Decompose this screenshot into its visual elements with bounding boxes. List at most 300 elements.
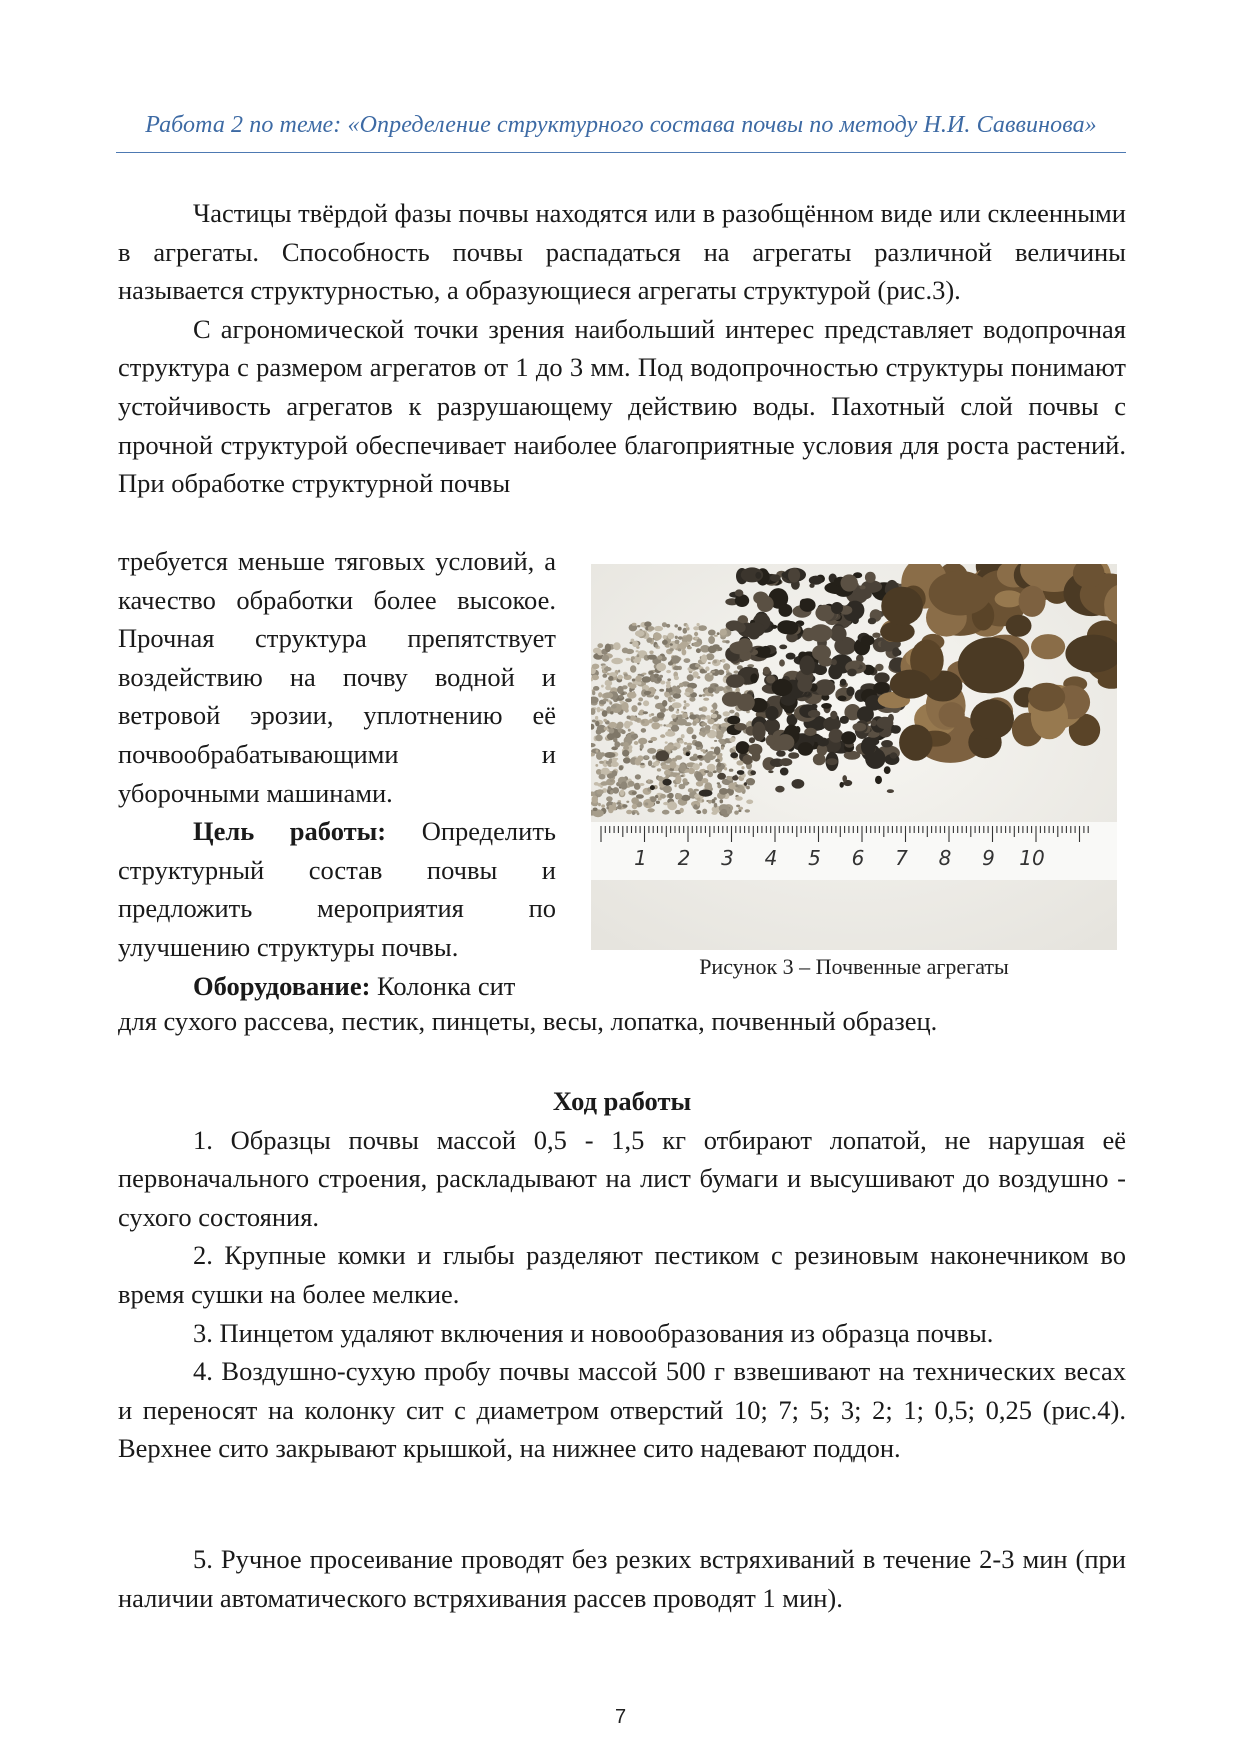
soil-grain — [714, 635, 718, 637]
soil-aggregate — [800, 598, 816, 612]
soil-grain — [597, 707, 601, 713]
soil-grain — [702, 809, 707, 815]
soil-aggregate — [811, 735, 823, 742]
soil-grain — [666, 744, 674, 749]
soil-grain — [711, 799, 715, 804]
soil-crumb — [842, 775, 847, 782]
soil-grain — [699, 695, 702, 697]
soil-grain — [632, 679, 636, 682]
soil-aggregate — [766, 735, 776, 746]
soil-grain — [701, 722, 707, 726]
soil-aggregate — [831, 602, 843, 614]
soil-grain — [671, 772, 677, 775]
soil-grain — [662, 700, 667, 707]
soil-grain — [725, 640, 729, 643]
soil-grain — [638, 738, 647, 745]
soil-aggregate — [748, 744, 762, 756]
soil-grain — [745, 809, 750, 812]
soil-grain — [723, 663, 730, 670]
procedure-section — [118, 1082, 1126, 1468]
soil-grain — [632, 804, 638, 809]
ruler-label: 9 — [982, 846, 995, 870]
soil-grain — [606, 807, 609, 810]
soil-grain — [612, 802, 616, 807]
soil-crumb — [890, 752, 897, 758]
soil-aggregate — [865, 572, 876, 583]
soil-aggregate — [730, 752, 738, 758]
soil-grain — [693, 626, 699, 630]
soil-grain — [669, 648, 674, 651]
soil-grain — [632, 811, 635, 815]
soil-grain — [642, 676, 652, 682]
soil-grain — [723, 711, 730, 716]
soil-grain — [667, 678, 671, 681]
soil-grain — [679, 683, 684, 688]
ruler-label: 4 — [764, 846, 778, 870]
soil-grain — [708, 662, 711, 664]
soil-grain — [603, 719, 607, 722]
soil-grain — [648, 779, 650, 783]
soil-grain — [609, 728, 615, 733]
soil-grain — [645, 802, 649, 805]
soil-grain — [719, 753, 723, 756]
soil-aggregate — [763, 667, 770, 675]
soil-grain — [700, 669, 706, 674]
soil-grain — [678, 627, 682, 631]
soil-grain — [592, 795, 598, 803]
ruler-label: 2 — [677, 846, 691, 870]
soil-grain — [682, 649, 687, 655]
soil-crumb — [744, 782, 747, 786]
soil-grain — [693, 754, 698, 758]
soil-grain — [670, 692, 674, 696]
soil-crumb — [826, 758, 838, 765]
soil-grain — [734, 811, 739, 815]
soil-grain — [617, 805, 622, 810]
soil-grain — [711, 747, 715, 749]
soil-grain — [694, 804, 698, 809]
soil-grain — [708, 800, 712, 804]
running-header: Работа 2 по теме: «Определение структурного состава почвы по методу Н.И. Саввинова» — [145, 112, 1097, 138]
soil-grain — [714, 740, 717, 742]
soil-aggregate — [821, 703, 832, 709]
soil-grain — [637, 625, 640, 627]
soil-crumb — [732, 775, 738, 780]
soil-grain — [621, 730, 626, 734]
soil-aggregates-photo — [591, 564, 1117, 950]
soil-grain — [622, 750, 629, 757]
soil-aggregate — [772, 679, 793, 696]
soil-grain — [675, 793, 682, 799]
soil-grain — [705, 749, 707, 752]
soil-grain — [659, 689, 664, 692]
soil-aggregate — [851, 662, 860, 669]
soil-grain — [735, 796, 743, 801]
soil-grain — [675, 755, 682, 760]
soil-grain — [711, 725, 716, 730]
soil-grain — [611, 658, 623, 664]
ruler-label: 3 — [721, 846, 734, 870]
soil-grain — [602, 655, 609, 662]
soil-clod — [939, 702, 965, 727]
soil-grain — [611, 705, 617, 709]
soil-grain — [637, 654, 640, 657]
soil-aggregate — [861, 635, 875, 646]
soil-grain — [725, 738, 729, 741]
soil-clod — [1006, 615, 1032, 637]
soil-aggregate — [868, 618, 876, 625]
soil-grain — [675, 775, 681, 784]
soil-aggregate — [874, 672, 889, 683]
soil-clod — [1028, 683, 1065, 712]
soil-grain — [717, 784, 721, 788]
soil-grain — [702, 799, 705, 802]
soil-grain — [617, 675, 623, 680]
soil-aggregate — [742, 755, 752, 765]
soil-aggregate — [808, 710, 820, 718]
soil-grain — [648, 760, 652, 766]
soil-clod — [970, 699, 1014, 739]
soil-aggregate — [840, 716, 849, 724]
soil-grain — [592, 720, 596, 723]
soil-aggregate — [746, 622, 765, 636]
soil-grain — [654, 674, 659, 679]
soil-grain — [684, 703, 690, 707]
soil-grain — [674, 676, 679, 680]
soil-crumb — [780, 758, 793, 766]
soil-grain — [717, 762, 721, 767]
soil-grain — [628, 729, 631, 732]
ruler-label: 1 — [634, 846, 647, 870]
soil-grain — [634, 741, 639, 745]
soil-grain — [602, 710, 608, 717]
soil-grain — [593, 808, 598, 812]
soil-grain — [713, 754, 717, 756]
soil-grain — [616, 802, 621, 805]
soil-grain — [746, 786, 750, 790]
soil-aggregate — [876, 717, 893, 729]
soil-grain — [674, 784, 676, 787]
soil-grain — [602, 674, 607, 678]
soil-grain — [683, 782, 689, 785]
soil-grain — [701, 654, 707, 663]
soil-grain — [595, 735, 603, 742]
soil-grain — [655, 644, 658, 648]
equipment-cont-text: для сухого рассева, пестик, пинцеты, весы, лопатка, почвенный образец. — [118, 1006, 938, 1036]
soil-aggregate — [761, 646, 771, 656]
soil-grain — [708, 630, 716, 636]
soil-grain — [609, 722, 617, 728]
soil-clod — [958, 637, 1024, 693]
soil-grain — [603, 692, 613, 698]
soil-grain — [696, 648, 701, 653]
soil-grain — [687, 743, 693, 746]
soil-grain — [635, 630, 645, 636]
soil-aggregate — [860, 585, 866, 589]
soil-grain — [715, 731, 723, 739]
soil-aggregate — [872, 633, 880, 638]
soil-grain — [718, 670, 724, 676]
soil-aggregate — [726, 674, 745, 688]
soil-aggregate — [892, 647, 900, 656]
soil-grain — [593, 686, 599, 691]
soil-grain — [639, 783, 644, 786]
soil-grain — [656, 663, 666, 672]
soil-crumb — [686, 752, 690, 756]
soil-grain — [657, 655, 662, 659]
soil-aggregate — [829, 729, 844, 743]
soil-grain — [711, 811, 717, 815]
soil-grain — [663, 724, 666, 726]
soil-grain — [618, 670, 620, 673]
soil-aggregate — [765, 706, 778, 721]
soil-grain — [692, 735, 697, 740]
soil-grain — [638, 702, 642, 705]
soil-grain — [702, 778, 709, 783]
soil-grain — [696, 810, 701, 814]
soil-grain — [626, 801, 629, 803]
soil-grain — [608, 676, 613, 681]
ruler — [591, 822, 1117, 880]
soil-aggregate — [847, 669, 857, 677]
soil-grain — [599, 761, 604, 764]
soil-aggregate — [809, 576, 823, 585]
soil-photo-drawing — [591, 564, 1117, 950]
soil-aggregate — [788, 752, 799, 759]
soil-crumb — [884, 766, 891, 774]
soil-aggregate — [853, 723, 867, 732]
section-heading: Ход работы — [552, 1086, 692, 1116]
soil-grain — [678, 636, 683, 640]
soil-grain — [707, 771, 713, 777]
soil-grain — [641, 720, 645, 724]
equipment-text: Колонка сит — [377, 970, 516, 1001]
soil-aggregate — [797, 677, 812, 692]
soil-aggregate — [750, 673, 758, 683]
soil-grain — [677, 773, 680, 775]
soil-grain — [716, 686, 724, 691]
soil-aggregate — [779, 659, 785, 666]
soil-aggregate — [891, 725, 901, 734]
soil-grain — [622, 804, 627, 808]
soil-grain — [635, 758, 641, 766]
soil-grain — [634, 783, 641, 790]
soil-grain — [600, 786, 603, 788]
soil-grain — [701, 728, 705, 733]
ruler-label: 5 — [808, 846, 821, 870]
soil-grain — [601, 685, 604, 688]
soil-grain — [697, 797, 701, 801]
soil-grain — [654, 626, 663, 631]
soil-grain — [659, 675, 663, 678]
soil-grain — [686, 624, 689, 628]
soil-crumb — [650, 785, 655, 790]
soil-clod — [899, 725, 932, 761]
intro-paragraphs — [118, 194, 1126, 503]
soil-grain — [712, 644, 719, 649]
soil-grain — [642, 673, 646, 675]
soil-grain — [668, 724, 672, 727]
soil-grain — [648, 626, 654, 631]
soil-grain — [674, 624, 678, 627]
page-number: 7 — [614, 1706, 627, 1728]
soil-crumb — [792, 779, 805, 789]
soil-grain — [623, 757, 631, 763]
soil-aggregate — [749, 737, 755, 743]
soil-grain — [711, 671, 715, 673]
soil-grain — [681, 795, 690, 801]
soil-grain — [695, 637, 699, 640]
soil-grain — [604, 727, 607, 731]
soil-grain — [663, 802, 669, 805]
soil-aggregate — [859, 589, 872, 599]
soil-grain — [650, 796, 656, 802]
soil-grain — [660, 794, 666, 799]
soil-aggregate — [815, 679, 835, 696]
soil-crumb — [717, 773, 726, 780]
soil-grain — [613, 738, 617, 743]
soil-grain — [711, 714, 717, 719]
soil-grain — [741, 766, 744, 769]
soil-grain — [671, 714, 676, 719]
soil-grain — [693, 763, 700, 770]
soil-clod — [929, 571, 991, 616]
soil-grain — [605, 686, 611, 691]
soil-aggregate — [737, 694, 755, 712]
ruler-label: 10 — [1019, 846, 1045, 870]
soil-grain — [679, 740, 684, 744]
ruler-label: 7 — [895, 846, 908, 870]
soil-aggregate — [771, 625, 778, 629]
soil-grain — [621, 781, 628, 789]
step-2: 2. Крупные комки и глыбы разделяют пестиком с резиновым наконечником во время сушки на более мелкие. — [118, 1240, 1126, 1309]
soil-grain — [707, 719, 714, 725]
soil-aggregate — [734, 723, 747, 731]
step-5: 5. Ручное просеивание проводят без резких встряхиваний в течение 2-3 мин (при наличии автоматического встряхивания рассев проводят 1 мин). — [118, 1544, 1126, 1613]
soil-grain — [724, 767, 727, 770]
soil-aggregate — [846, 687, 854, 697]
soil-grain — [676, 711, 679, 714]
soil-aggregate — [755, 572, 761, 579]
goal-label: Цель работы: — [193, 816, 387, 847]
soil-grain — [662, 810, 670, 815]
soil-crumb — [840, 782, 844, 788]
soil-clod — [1019, 586, 1046, 617]
soil-grain — [697, 623, 700, 626]
soil-grain — [653, 633, 662, 640]
soil-grain — [651, 722, 660, 729]
soil-aggregate — [830, 626, 847, 642]
soil-grain — [613, 642, 621, 650]
soil-grain — [703, 698, 709, 701]
soil-grain — [681, 734, 685, 738]
soil-crumb — [656, 751, 670, 762]
soil-grain — [606, 796, 613, 801]
soil-grain — [663, 635, 667, 639]
soil-grain — [692, 721, 697, 726]
soil-grain — [686, 727, 693, 735]
soil-grain — [649, 651, 653, 655]
soil-grain — [619, 766, 623, 771]
soil-aggregate — [776, 750, 786, 757]
equipment-label: Оборудование: — [193, 970, 371, 1001]
step-4: 4. Воздушно-сухую пробу почвы массой 500 г взвешивают на технических весах и переносят на колонку сит с диаметром отверстий 10; 7; 5; 3; 2; 1; 0,5; 0,25 (рис.4). Верхнее сито закрывают крышкой, на нижнее сито надевают поддон. — [118, 1356, 1126, 1464]
soil-grain — [601, 804, 605, 807]
soil-grain — [608, 786, 612, 790]
soil-grain — [632, 623, 637, 626]
soil-grain — [610, 780, 614, 782]
soil-grain — [676, 718, 687, 725]
soil-grain — [705, 725, 711, 731]
soil-aggregate — [828, 664, 842, 680]
soil-grain — [667, 801, 677, 810]
soil-aggregate — [809, 583, 814, 588]
soil-grain — [657, 712, 665, 718]
soil-aggregate — [752, 722, 765, 742]
soil-grain — [671, 699, 675, 702]
soil-grain — [720, 629, 727, 636]
soil-grain — [746, 778, 755, 785]
soil-grain — [729, 737, 735, 742]
soil-crumb — [875, 776, 882, 784]
large-brown-aggregates — [878, 564, 1117, 763]
soil-aggregate — [735, 589, 744, 596]
soil-grain — [595, 716, 598, 720]
soil-grain — [647, 808, 654, 812]
soil-grain — [713, 660, 717, 664]
soil-crumb — [663, 779, 672, 786]
soil-grain — [746, 800, 753, 805]
soil-grain — [632, 791, 637, 795]
soil-grain — [624, 673, 628, 676]
soil-grain — [722, 659, 726, 663]
soil-grain — [597, 643, 603, 648]
soil-grain — [605, 644, 611, 653]
soil-grain — [681, 711, 684, 713]
soil-grain — [594, 782, 599, 786]
soil-grain — [644, 691, 651, 695]
soil-grain — [717, 632, 720, 635]
soil-grain — [657, 768, 661, 771]
soil-grain — [694, 741, 702, 747]
soil-grain — [623, 742, 629, 747]
soil-grain — [654, 696, 659, 700]
soil-grain — [708, 688, 714, 694]
soil-grain — [610, 790, 613, 794]
soil-grain — [626, 658, 631, 661]
soil-grain — [729, 769, 734, 772]
soil-grain — [660, 734, 665, 738]
soil-grain — [620, 789, 625, 796]
soil-aggregate — [798, 742, 813, 756]
soil-grain — [719, 788, 728, 795]
soil-grain — [711, 709, 716, 713]
soil-crumb — [768, 770, 773, 773]
soil-grain — [598, 803, 601, 806]
soil-aggregate — [737, 638, 752, 653]
soil-aggregate — [800, 656, 815, 676]
soil-grain — [714, 803, 718, 808]
soil-grain — [598, 692, 602, 697]
soil-grain — [693, 671, 699, 678]
soil-grain — [631, 656, 635, 659]
soil-grain — [630, 665, 636, 672]
soil-grain — [619, 695, 623, 699]
soil-grain — [603, 698, 609, 701]
soil-grain — [700, 749, 705, 752]
soil-grain — [684, 658, 691, 663]
step-3: 3. Пинцетом удаляют включения и новообразования из образца почвы. — [193, 1317, 994, 1348]
